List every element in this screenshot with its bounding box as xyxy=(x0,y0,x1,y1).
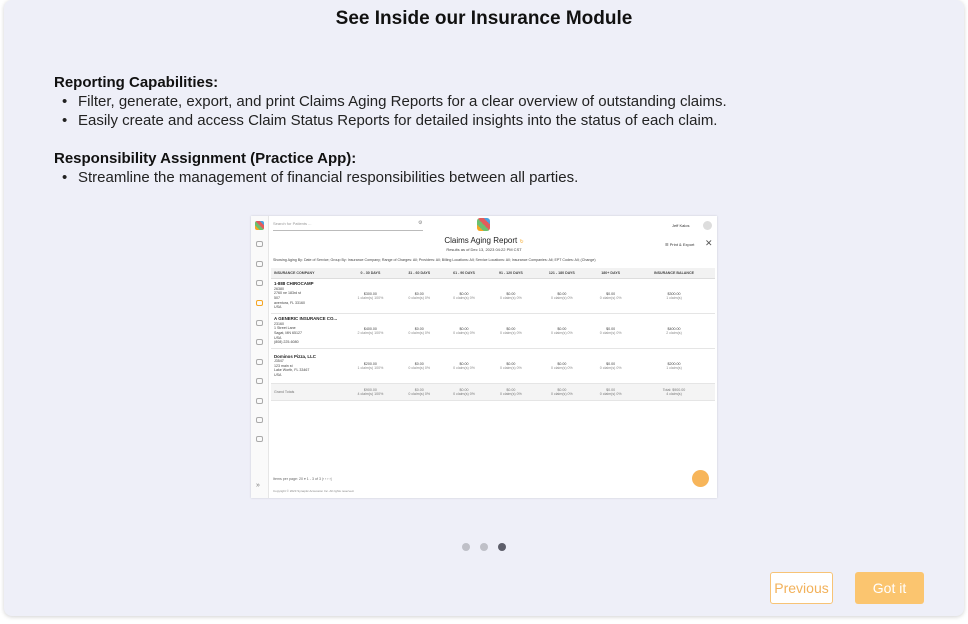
total-amount: $0.00 xyxy=(459,388,469,392)
total-claim-count: 0 claim(s) 0% xyxy=(500,392,522,396)
app-sidebar-rail xyxy=(251,216,269,498)
claim-count: 0 claim(s) 0% xyxy=(453,366,475,370)
aging-cell xyxy=(397,349,442,384)
company-address-line: USA xyxy=(274,372,282,377)
amount: $0.00 xyxy=(459,362,469,366)
claim-count: 0 claim(s) 0% xyxy=(500,366,522,370)
app-logo-icon xyxy=(255,221,264,230)
shield-icon xyxy=(256,359,263,365)
total-cell xyxy=(486,384,535,401)
amount: $0.00 xyxy=(557,327,567,331)
aging-cell xyxy=(486,279,535,314)
settings-gear-icon: ⚙ xyxy=(418,220,423,226)
claims-aging-report-screenshot xyxy=(251,216,717,498)
claim-count: 0 claim(s) 0% xyxy=(408,366,431,370)
amount: $0.00 xyxy=(459,327,469,331)
total-amount: Total: $900.00 xyxy=(662,388,686,392)
building-icon xyxy=(256,339,263,345)
section-heading-reporting: Reporting Capabilities: xyxy=(54,74,219,91)
aging-cell xyxy=(633,279,715,314)
dollar-icon xyxy=(256,398,263,404)
page-dot-3[interactable] xyxy=(498,543,506,551)
column-header: 31 - 60 DAYS xyxy=(397,268,442,279)
claim-count: 1 claim(s) xyxy=(666,296,682,300)
aging-cell xyxy=(588,349,633,384)
aging-cell xyxy=(633,349,715,384)
aging-cell xyxy=(633,314,715,349)
expand-chevron-icon: » xyxy=(256,482,260,489)
column-header: 61 - 90 DAYS xyxy=(442,268,487,279)
total-claim-count: 0 claim(s) 0% xyxy=(550,392,573,396)
company-name: A GENERIC INSURANCE CO... xyxy=(274,316,338,322)
total-amount: $0.00 xyxy=(506,388,516,392)
page-dot-1[interactable] xyxy=(462,543,470,551)
gear-icon xyxy=(256,436,263,442)
amount: $300.00 xyxy=(667,292,681,296)
amount: $0.00 xyxy=(506,327,516,331)
amount: $200.00 xyxy=(667,362,681,366)
clock-icon xyxy=(256,280,263,286)
avatar xyxy=(703,221,712,230)
column-header: 91 - 120 DAYS xyxy=(486,268,535,279)
section-heading-responsibility: Responsibility Assignment (Practice App): xyxy=(54,150,357,167)
amount: $0.00 xyxy=(557,362,567,366)
amount: $0.00 xyxy=(459,292,469,296)
company-name: Dominos Pizza, LLC xyxy=(274,353,316,359)
amount: $0.00 xyxy=(606,362,616,366)
report-title: Claims Aging Report ↻ xyxy=(444,236,524,245)
total-cell xyxy=(397,384,442,401)
brand-logo-icon xyxy=(477,218,490,231)
claim-count: 0 claim(s) 0% xyxy=(408,331,431,335)
insurance-icon xyxy=(256,300,263,306)
calendar-icon xyxy=(256,261,263,267)
company-name: 1-888 CHIROCAMP xyxy=(274,281,314,287)
amount: $0.00 xyxy=(557,292,567,296)
claim-count: 2 claim(s) 100% xyxy=(357,331,384,335)
claim-count: 0 claim(s) 0% xyxy=(453,331,475,335)
column-header: 180+ DAYS xyxy=(588,268,633,279)
total-claim-count: 4 claim(s) xyxy=(666,392,682,396)
amount: $0.00 xyxy=(606,292,616,296)
amount: $400.00 xyxy=(667,327,681,331)
aging-cell xyxy=(535,279,588,314)
company-address-line: 123 main st xyxy=(274,363,293,368)
copyright-text: Copyright © 2023 Synaptic Accession Inc. All rights reserved. xyxy=(273,489,355,493)
bullet-financial-responsibility: • Streamline the management of financial responsibilities between all parties. xyxy=(62,169,579,186)
previous-button[interactable]: Previous xyxy=(770,572,833,604)
card-icon xyxy=(256,378,263,384)
aging-cell xyxy=(442,279,487,314)
claim-count: 0 claim(s) 0% xyxy=(500,296,522,300)
user-name: Jeff Kalos xyxy=(672,223,690,228)
got-it-button[interactable]: Got it xyxy=(855,572,924,604)
claim-count: 1 claim(s) 100% xyxy=(357,296,384,300)
total-amount: $0.00 xyxy=(606,388,616,392)
insurance-company-cell xyxy=(271,314,344,349)
carousel-pagination xyxy=(4,543,964,551)
mail-icon xyxy=(256,320,263,326)
claim-count: 0 claim(s) 0% xyxy=(500,331,522,335)
aging-cell xyxy=(442,349,487,384)
total-cell xyxy=(633,384,715,401)
grand-totals-row xyxy=(271,384,715,401)
total-amount: $0.00 xyxy=(557,388,567,392)
aging-cell xyxy=(397,314,442,349)
grand-totals-label: Grand Totals xyxy=(271,384,344,401)
total-cell xyxy=(442,384,487,401)
table-row xyxy=(271,349,715,384)
column-header: INSURANCE COMPANY xyxy=(271,268,344,279)
company-address-line: USA xyxy=(274,305,282,310)
company-address-line: 507 xyxy=(274,296,280,300)
claim-count: 0 claim(s) 0% xyxy=(550,296,573,300)
total-claim-count: 0 claim(s) 0% xyxy=(408,392,431,396)
aging-cell xyxy=(344,279,397,314)
table-pager: Items per page: 20 ▾ 1 - 3 of 3 |‹ ‹ › ›| xyxy=(273,477,332,481)
total-amount: $0.00 xyxy=(414,388,424,392)
claim-count: 0 claim(s) 0% xyxy=(599,296,622,300)
company-address-line: (808) 225-6080 xyxy=(274,340,299,345)
insurance-company-cell xyxy=(271,349,344,384)
close-icon: ✕ xyxy=(705,238,713,248)
aging-cell xyxy=(442,314,487,349)
patient-search-input: Search for Patients ... xyxy=(273,221,423,231)
company-address-line: aventura, FL 33160 xyxy=(274,300,306,305)
modal-title: See Inside our Insurance Module xyxy=(335,8,633,29)
table-row xyxy=(271,279,715,314)
column-header: 0 - 30 DAYS xyxy=(344,268,397,279)
aging-cell xyxy=(535,349,588,384)
amount: $0.00 xyxy=(414,362,424,366)
aging-cell xyxy=(588,279,633,314)
column-header: INSURANCE BALANCE xyxy=(633,268,715,279)
claim-count: 0 claim(s) 0% xyxy=(453,296,475,300)
total-claim-count: 4 claim(s) 100% xyxy=(357,392,384,396)
aging-cell xyxy=(588,314,633,349)
claim-count: 1 claim(s) 100% xyxy=(357,366,384,370)
company-address-line: USA xyxy=(274,335,282,340)
claim-count: 0 claim(s) 0% xyxy=(408,296,431,300)
report-subtitle: Results as of Dec 13, 2023 04:22 PM CST xyxy=(446,247,522,252)
aging-cell xyxy=(486,349,535,384)
aging-cell xyxy=(535,314,588,349)
total-claim-count: 0 claim(s) 0% xyxy=(599,392,622,396)
amount: $0.00 xyxy=(414,327,424,331)
users-icon xyxy=(256,417,263,423)
claim-count: 1 claim(s) xyxy=(666,366,682,370)
total-claim-count: 0 claim(s) 0% xyxy=(453,392,475,396)
claim-count: 0 claim(s) 0% xyxy=(550,331,573,335)
company-address-line: 26380 xyxy=(274,286,284,291)
company-address-line: 2760 ne 183rd st xyxy=(274,291,301,296)
company-address-line: 23160 xyxy=(274,321,284,326)
claim-count: 0 claim(s) 0% xyxy=(599,366,622,370)
company-address-line: Lake Worth, FL 33467 xyxy=(274,368,310,373)
print-export-button: ☰ Print & Export xyxy=(665,242,695,247)
bullet-claims-aging: • Filter, generate, export, and print Claims Aging Reports for a clear overview of outstanding claims. xyxy=(62,93,727,110)
amount: $0.00 xyxy=(414,292,424,296)
aging-cell xyxy=(486,314,535,349)
company-address-line: J3547 xyxy=(274,359,284,364)
column-header: 121 - 180 DAYS xyxy=(535,268,588,279)
amount: $0.00 xyxy=(506,362,516,366)
company-address-line: Sagat, MN 65127 xyxy=(274,331,302,335)
total-amount: $900.00 xyxy=(363,388,377,392)
total-cell xyxy=(344,384,397,401)
claim-count: 0 claim(s) 0% xyxy=(550,366,573,370)
help-fab-icon xyxy=(692,470,709,487)
claim-count: 0 claim(s) 0% xyxy=(599,331,622,335)
aging-cell xyxy=(344,314,397,349)
claim-count: 2 claim(s) xyxy=(666,331,682,335)
bullet-claim-status: • Easily create and access Claim Status Reports for detailed insights into the status of each claim. xyxy=(62,112,718,129)
amount: $0.00 xyxy=(506,292,516,296)
amount: $400.00 xyxy=(363,327,377,331)
aging-cell xyxy=(397,279,442,314)
insurance-company-cell xyxy=(271,279,344,314)
onboarding-modal xyxy=(4,0,964,616)
report-filters: Showing Aging By: Date of Service; Group By: Insurance Company; Range of Charges: All; Providers: All; Billing Locations: All; Service Locations: All; Insurance Companies: All; EPT Codes: All; (Change) xyxy=(273,258,596,262)
page-dot-2[interactable] xyxy=(480,543,488,551)
company-address-line: 1 Street Lane xyxy=(274,326,296,331)
aging-cell xyxy=(344,349,397,384)
total-cell xyxy=(588,384,633,401)
amount: $300.00 xyxy=(363,292,377,296)
claims-aging-table xyxy=(271,268,715,401)
table-row xyxy=(271,314,715,349)
total-cell xyxy=(535,384,588,401)
amount: $200.00 xyxy=(363,362,377,366)
amount: $0.00 xyxy=(606,327,616,331)
